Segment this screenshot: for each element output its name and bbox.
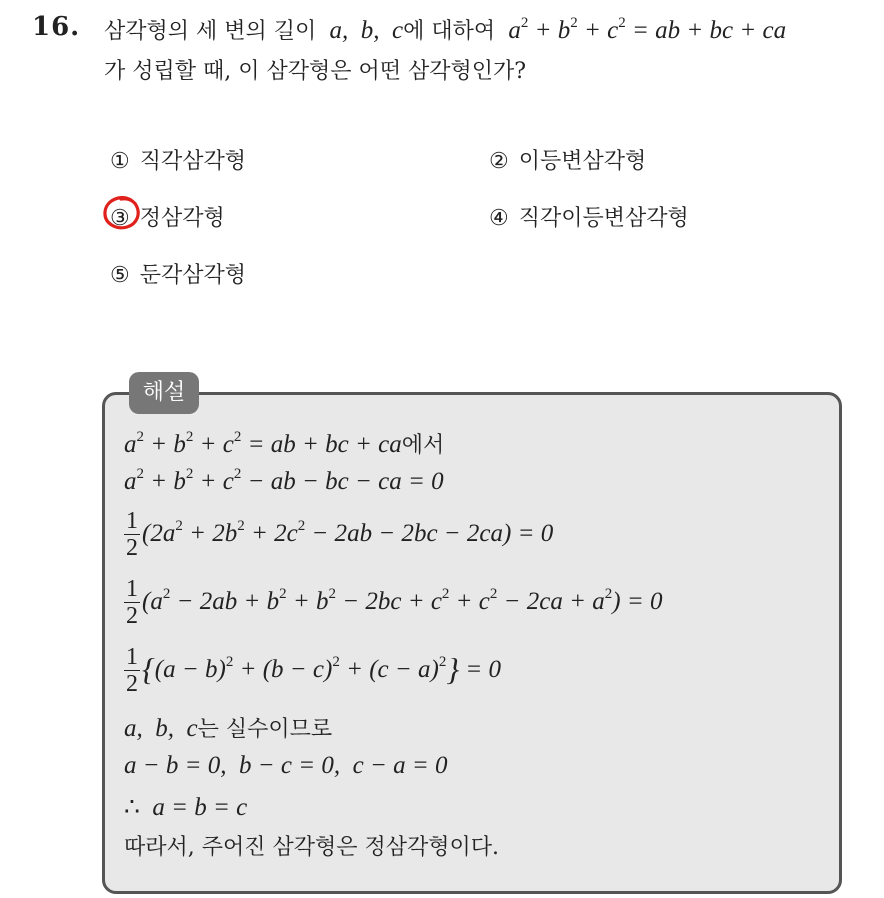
solution-line-6: a, b, c는 실수이므로 — [124, 715, 333, 742]
solution-line-7: a − b = 0, b − c = 0, c − a = 0 — [124, 752, 448, 779]
solution-line-5: $\frac{1}{2}$ $\{(a - b)^2 + (b - c)^2 + (c - a)^2\} = 0$ — [126, 644, 502, 697]
question-line-2: 가 성립할 때, 이 삼각형은 어떤 삼각형인가? — [104, 59, 527, 84]
choice-number: ③ — [110, 206, 130, 231]
choice-label: 둔각삼각형 — [139, 263, 246, 288]
question-text-2: 에 대하여 — [403, 19, 496, 44]
solution-conclusion: 따라서, 주어진 삼각형은 정삼각형이다. — [124, 835, 499, 860]
choice-number: ④ — [489, 206, 509, 231]
question-text: 삼각형의 세 변의 길이 — [104, 19, 317, 44]
question-condition: $a^2 + b^2 + c^2$ = ab + bc + ca — [502, 14, 787, 44]
choice-label: 직각이등변삼각형 — [518, 206, 689, 231]
therefore-symbol: ∴ — [124, 794, 140, 821]
solution-tag: 해설 — [129, 372, 199, 414]
solution-line-1: $a^2 + b^2 + c^2$ = ab + bc + ca에서 — [124, 428, 445, 458]
solution-line-8: ∴ a = b = c — [124, 794, 248, 821]
choice-label: 이등변삼각형 — [518, 149, 647, 174]
fraction-half: $\frac{1}{2}$ — [126, 576, 138, 629]
choice-number: ② — [489, 149, 509, 174]
choice-5[interactable] — [110, 258, 246, 289]
solution-line-1-suffix: 에서 — [401, 433, 445, 458]
choice-2[interactable] — [489, 144, 646, 175]
question-number: 16. — [32, 12, 81, 42]
fraction-half: $\frac{1}{2}$ — [126, 644, 138, 697]
choice-1[interactable] — [110, 144, 246, 175]
choice-label: 정삼각형 — [139, 206, 225, 231]
solution-line-3: $\frac{1}{2}$ $(2a^2 + 2b^2 + 2c^2 - 2ab - 2bc - 2ca) = 0$ — [126, 508, 554, 561]
fraction-half: $\frac{1}{2}$ — [126, 508, 138, 561]
solution-line-6-text: 는 실수이므로 — [197, 717, 333, 742]
solution-line-4: $\frac{1}{2}$ $(a^2 - 2ab + b^2 + b^2 - 2bc + c^2 + c^2 - 2ca + a^2) = 0$ — [126, 576, 663, 629]
question-vars: a, b, c — [323, 17, 404, 44]
question-line-1 — [104, 14, 786, 45]
solution-line-2: $a^2 + b^2 + c^2$ − ab − bc − ca = 0 — [124, 465, 444, 495]
choice-3[interactable] — [110, 201, 225, 232]
choice-number: ① — [110, 149, 130, 174]
choice-4[interactable] — [489, 201, 689, 232]
choice-number: ⑤ — [110, 263, 130, 288]
choice-label: 직각삼각형 — [139, 149, 246, 174]
